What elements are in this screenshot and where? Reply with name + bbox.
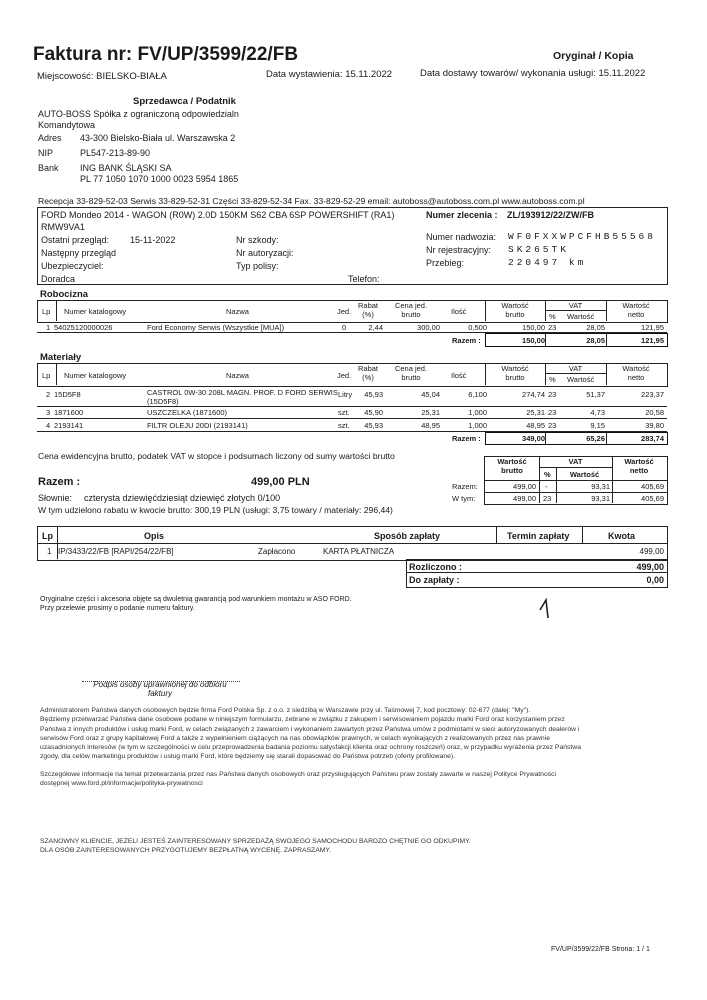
last-review-label: Ostatni przegląd:	[41, 235, 110, 245]
total-amount: 499,00 PLN	[251, 476, 310, 488]
warranty-line-2: Przy przelewie prosimy o podanie numeru faktury.	[40, 605, 195, 612]
discount-line: W tym udzielono rabatu w kwocie brutto: 300,19 PLN (usługi: 3,75 towary / materiały: 296,44)	[38, 505, 393, 515]
seller-name-2: Komandytowa	[38, 120, 96, 130]
seller-address: 43-300 Bielsko-Biała ul. Warszawska 2	[80, 133, 236, 143]
vat-sum-h-net: Wartość netto	[624, 457, 654, 475]
materials-sum-gross: 349,00	[522, 434, 545, 443]
vat-sum-row2-vat: 93,31	[591, 494, 610, 503]
mat-row3-lp: 4	[46, 421, 51, 430]
mat-row1-vat: 51,37	[586, 390, 605, 399]
phone-label: Telefon:	[348, 274, 380, 284]
mat-row2-qty: 1,000	[468, 408, 487, 417]
mat-row1-gross: 274,74	[522, 390, 545, 399]
pay-h-method: Sposób zapłaty	[374, 531, 441, 541]
mat-row1-lp: 2	[46, 390, 51, 399]
pay-h-lp: Lp	[42, 531, 53, 541]
labor-h-catalog: Numer katalogowy	[64, 307, 127, 316]
signature-label-2: faktury	[147, 689, 172, 698]
pay-h-due: Termin zapłaty	[507, 531, 570, 541]
vehicle-description: FORD Mondeo 2014 - WAGON (R0W) 2.0D 150KM S62 CBA 6SP POWERSHIFT (RA1)	[41, 210, 395, 220]
labor-row-qty: 0,500	[468, 323, 487, 332]
privacy-line: uzasadnionych interesów (w tym w szczególności w celu przeprowadzenia badania poziomu satysfakcji klienta oraz ochrony roszczeń) oraz, w przypadku wyrażenia przez Państwa	[40, 744, 581, 752]
mat-row3-discount: 45,93	[364, 421, 383, 430]
invoice-title: Faktura nr: FV/UP/3599/22/FB	[33, 44, 299, 65]
vat-sum-h-vat: VAT	[568, 457, 583, 466]
last-review-date: 15-11-2022	[130, 235, 176, 245]
reg-value: SK265TK	[508, 244, 569, 255]
advisor-label: Doradca	[41, 274, 76, 284]
mat-row1-catalog: 15D5F8	[54, 390, 81, 399]
labor-row-price: 300,00	[417, 323, 440, 332]
mat-row2-gross: 25,31	[526, 408, 545, 417]
mat-row1-price: 45,04	[421, 390, 440, 399]
materials-heading: Materiały	[40, 352, 82, 363]
labor-sum-net: 121,95	[641, 336, 664, 345]
pay-row-desc: IP/3433/22/FB [RAPI/254/22/FB]	[58, 547, 174, 556]
mat-h-lp: Lp	[42, 371, 51, 380]
labor-h-qty: Ilość	[451, 307, 467, 316]
vat-sum-h-pct: %	[544, 470, 551, 479]
labor-row-catalog: 54025120000026	[54, 323, 113, 332]
vin-label: Numer nadwozia:	[426, 232, 497, 242]
vat-sum-row2-gross: 499,00	[513, 494, 536, 503]
privacy-paragraph-2	[40, 770, 680, 789]
to-pay-amount: 0,00	[646, 575, 664, 585]
labor-h-lp: Lp	[42, 307, 51, 316]
privacy-line: Państwa z innych produktów i usług marki Ford, w celach związanych z zawarciem i wykonaniem zawartych przez Państwa umów z podmiotami w sieci autoryzowanych dealerów i	[40, 725, 580, 733]
buyback-notice	[40, 837, 680, 856]
pay-h-desc: Opis	[144, 531, 165, 541]
page-footer: FV/UP/3599/22/FB Strona: 1 / 1	[551, 946, 650, 953]
privacy-paragraph-1	[40, 706, 680, 762]
mat-row1-net: 223,37	[641, 390, 664, 399]
vat-sum-row1-gross: 499,00	[513, 482, 536, 491]
vehicle-code: RMW9VA1	[41, 222, 85, 232]
issue-date: Data wystawienia: 15.11.2022	[266, 69, 393, 80]
amount-in-words: czterysta dziewięćdziesiąt dziewięć złotych 0/100	[84, 493, 281, 503]
mat-h-vat: VAT	[568, 364, 583, 373]
privacy-line: dostępnej www.ford.pl/informacje/polityka-prywatnosci	[40, 780, 203, 788]
labor-row-name: Ford Economy Serwis (Wszystkie [MUA])	[147, 323, 285, 332]
labor-h-name: Nazwa	[226, 307, 249, 316]
seller-name-1: AUTO-BOSS Spółka z ograniczoną odpowiedzialn	[38, 109, 239, 119]
policy-type-label: Typ polisy:	[236, 261, 279, 271]
mat-row1-discount: 45,93	[364, 390, 383, 399]
vat-sum-row2-pct: 23	[543, 494, 552, 503]
vat-sum-row2-label: W tym:	[452, 494, 476, 503]
mat-row3-catalog: 2193141	[54, 421, 84, 430]
mileage-value: 220497 km	[508, 257, 587, 268]
vat-sum-h-val: Wartość	[569, 470, 600, 479]
vin-value: WF0FXXWPCFHB55568	[508, 231, 656, 242]
materials-sum-label: Razem :	[452, 434, 481, 443]
mileage-label: Przebieg:	[426, 258, 465, 268]
labor-h-vatval: Wartość	[567, 312, 595, 321]
labor-h-vat: VAT	[568, 301, 583, 310]
damage-no-label: Nr szkody:	[236, 235, 279, 245]
mat-row2-vat: 4,73	[590, 408, 605, 417]
labor-h-vatpct: %	[549, 312, 556, 321]
privacy-line: Będziemy przetwarzać Państwa dane osobowe podane w niniejszym formularzu, zebrane w związku z zakupem i serwisowaniem pojazdu marki Ford oraz korzystaniem przez	[40, 716, 565, 724]
mat-row3-price: 48,95	[421, 421, 440, 430]
nip-label: NIP	[38, 148, 54, 158]
mat-row3-vatpct: 23	[548, 421, 557, 430]
mat-row3-net: 39,80	[645, 421, 664, 430]
signature-label-1: Podpis osoby uprawnionej do odbioru	[93, 680, 227, 689]
order-label: Numer zlecenia :	[426, 210, 498, 220]
vat-sum-row1-vat: 93,31	[591, 482, 610, 491]
labor-sum-vat: 28,05	[586, 336, 605, 345]
mat-h-unit: Jed.	[337, 371, 352, 380]
seller-bank: ING BANK ŚLĄSKI SA	[80, 163, 172, 173]
words-label: Słownie:	[38, 493, 73, 503]
vat-sum-row1-net: 405,69	[641, 482, 664, 491]
materials-sum-vat: 65,26	[586, 434, 605, 443]
privacy-line: Administratorem Państwa danych osobowych będzie firma Ford Polska Sp. z o.o. z siedzibą w Warszawie przy ul. Taśmowej 7, kod pocztowy: 02-677 (dalej: "My").	[40, 707, 531, 714]
labor-h-discount: Rabat (%)	[357, 301, 378, 319]
next-review-label: Następny przegląd	[41, 248, 117, 258]
warranty-line-1: Oryginalne części i akcesoria objęte są dwuletnią gwarancją pod warunkiem montażu w ASO FORD.	[40, 596, 352, 603]
place-of-issue: Miejscowość: BIELSKO-BIAŁA	[37, 71, 167, 82]
mat-row2-net: 20,58	[645, 408, 664, 417]
mat-row2-unit: szt.	[338, 408, 350, 417]
mat-row3-qty: 1,000	[468, 421, 487, 430]
mat-row1-qty: 6,100	[468, 390, 487, 399]
vat-sum-row2-net: 405,69	[641, 494, 664, 503]
mat-row1-name: CASTROL 0W-30 208L MAGN. PROF. D FORD SERWIS (15D5F8)	[147, 388, 338, 406]
mat-row2-name: USZCZELKA (1871600)	[147, 408, 228, 417]
mat-h-gross: Wartość brutto	[501, 364, 529, 382]
vat-sum-row1-pct: -	[545, 482, 548, 491]
mat-h-price: Cena jed. brutto	[394, 364, 428, 382]
labor-h-price: Cena jed. brutto	[394, 301, 428, 319]
mat-h-net: Wartość netto	[622, 364, 650, 382]
vat-sum-h-gross: Wartość brutto	[497, 457, 527, 475]
mat-row3-vat: 9,15	[590, 421, 605, 430]
privacy-line: serwisów Ford oraz z grupy kapitałowej Ford a także z wypełnieniem ciążących na nas obowiązków prawnych, w celach wynikających z realizowanych przez nas prawnie	[40, 734, 550, 742]
labor-row-discount: 2,44	[368, 323, 383, 332]
insurer-label: Ubezpieczyciel:	[41, 261, 104, 271]
pay-row-lp: 1	[47, 547, 52, 556]
labor-row-unit: 0	[342, 323, 347, 332]
buyback-line: SZANOWNY KLIENCIE, JEŻELI JESTEŚ ZAINTERESOWANY SPRZEDAŻĄ SWOJEGO SAMOCHODU BARDZO CHĘTNIE GO ODKUPIMY.	[40, 838, 471, 845]
mat-h-discount: Rabat (%)	[357, 364, 378, 382]
bank-label: Bank	[38, 163, 59, 173]
settled-label: Rozliczono :	[409, 562, 462, 572]
mat-row2-price: 25,31	[421, 408, 440, 417]
labor-h-gross: Wartość brutto	[501, 301, 529, 319]
reg-label: Nr rejestracyjny:	[426, 245, 492, 255]
vat-note: Cena ewidencyjna brutto, podatek VAT w stopce i podsumach liczony od sumy wartości brutto	[38, 451, 395, 461]
pay-row-status: Zapłacono	[258, 547, 296, 556]
labor-row-net: 121,95	[641, 323, 664, 332]
mat-h-catalog: Numer katalogowy	[64, 371, 127, 380]
mat-row2-discount: 45,90	[364, 408, 383, 417]
mat-row1-vatpct: 23	[548, 390, 557, 399]
mat-row3-gross: 48,95	[526, 421, 545, 430]
seller-heading: Sprzedawca / Podatnik	[133, 96, 236, 107]
labor-heading: Robocizna	[40, 289, 89, 300]
labor-row-gross: 150,00	[522, 323, 545, 332]
mat-row2-catalog: 1871600	[54, 408, 84, 417]
labor-h-net: Wartość netto	[622, 301, 650, 319]
pay-row-method: KARTA PŁATNICZA	[323, 547, 395, 556]
mat-row3-name: FILTR OLEJU 20DI (2193141)	[147, 421, 248, 430]
delivery-date: Data dostawy towarów/ wykonania usługi: 15.11.2022	[420, 68, 646, 79]
mat-h-qty: Ilość	[451, 371, 467, 380]
labor-sum-gross: 150,00	[522, 336, 545, 345]
mat-h-vatval: Wartość	[567, 375, 595, 384]
auth-no-label: Nr autoryzacji:	[236, 248, 294, 258]
pay-h-amount: Kwota	[608, 531, 635, 541]
vat-sum-row1-label: Razem:	[452, 482, 478, 491]
handwritten-mark	[536, 596, 562, 620]
labor-row-lp: 1	[46, 323, 51, 332]
materials-sum-net: 283,74	[641, 434, 664, 443]
seller-account: PL 77 1050 1070 1000 0023 5954 1865	[80, 174, 239, 184]
mat-row2-lp: 3	[46, 408, 51, 417]
labor-sum-label: Razem :	[452, 336, 481, 345]
seller-nip: PL547-213-89-90	[80, 148, 151, 158]
total-label: Razem :	[38, 476, 81, 488]
mat-h-name: Nazwa	[226, 371, 249, 380]
privacy-line: zgody, dla celów marketingu produktów i usług marki Ford, które będziemy się starali dopasować do Państwa potrzeb (oferty profilowane).	[40, 753, 456, 761]
seller-block	[38, 109, 243, 185]
mat-h-vatpct: %	[549, 375, 556, 384]
pay-row-amount: 499,00	[639, 547, 664, 556]
original-copy-label: Oryginał / Kopia	[553, 50, 634, 62]
labor-row-vat: 28,05	[586, 323, 605, 332]
mat-row1-unit: Litry	[338, 390, 353, 399]
settled-amount: 499,00	[636, 562, 664, 572]
contact-line: Recepcja 33-829-52-03 Serwis 33-829-52-31 Części 33-829-52-34 Fax. 33-829-52-29 email: autoboss@autoboss.com.pl www.autoboss.com.pl	[38, 196, 585, 206]
order-number: ZL/193912/22/ZW/FB	[507, 210, 595, 220]
address-label: Adres	[38, 133, 62, 143]
mat-row3-unit: szt.	[338, 421, 350, 430]
buyback-line: DLA OSÓB ZAINTERESOWANYCH PRZYGOTUJEMY BEZPŁATNĄ WYCENĘ. ZAPRASZAMY.	[40, 847, 331, 855]
labor-h-unit: Jed.	[337, 307, 352, 316]
mat-row2-vatpct: 23	[548, 408, 557, 417]
labor-row-vatpct: 23	[548, 323, 557, 332]
privacy-line: Szczegółowe informacje na temat przetwarzania przez nas Państwa danych osobowych oraz przysługujących Państwu praw zostały zawarte w naszej Polityce Prywatności	[40, 771, 557, 778]
to-pay-label: Do zapłaty :	[409, 575, 460, 585]
